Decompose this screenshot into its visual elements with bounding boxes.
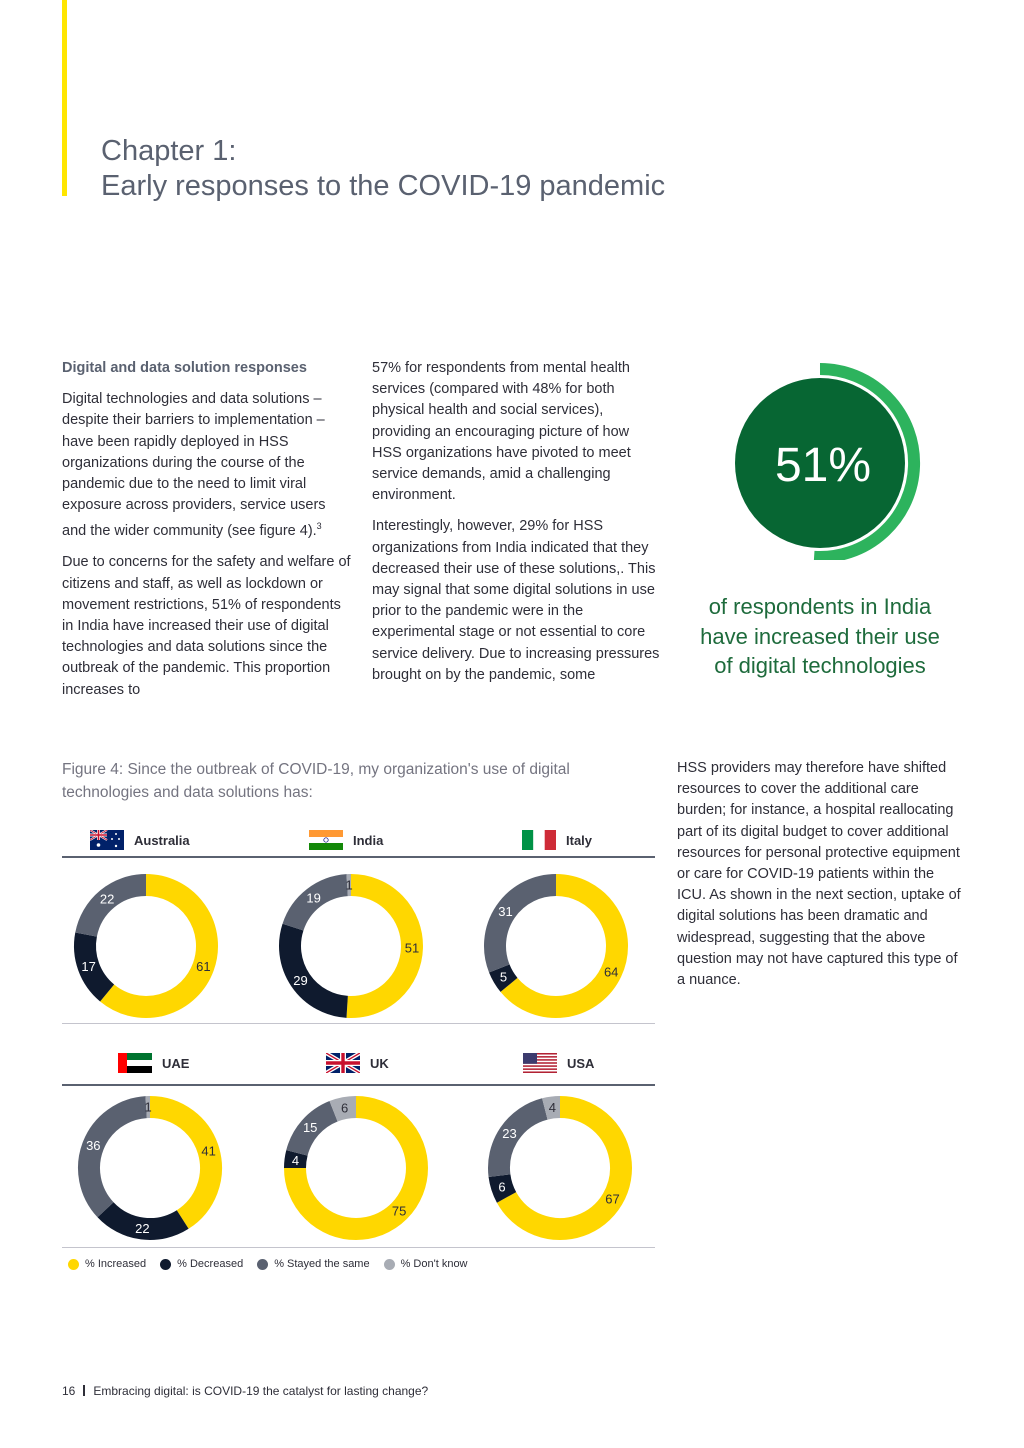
row-separator: [62, 1023, 655, 1024]
country-label: Italy: [566, 832, 593, 848]
donut-chart-italy: [476, 866, 636, 1026]
donut-chart-australia: [66, 866, 226, 1026]
segment-stayed-same: [499, 1109, 545, 1176]
legend-swatch: [384, 1259, 395, 1270]
data-label: 31: [498, 904, 513, 920]
segment-increased: [347, 885, 412, 1007]
data-label: 1: [345, 877, 353, 893]
data-label: 5: [499, 969, 508, 985]
legend-label: % Stayed the same: [274, 1258, 370, 1270]
footer-separator: [83, 1385, 85, 1396]
data-label: 23: [502, 1126, 517, 1142]
segment-stayed-same: [495, 885, 556, 968]
legend-label: % Decreased: [177, 1258, 244, 1270]
legend-item-increased: [68, 1258, 146, 1270]
stat-value: 51%: [774, 439, 872, 492]
donut-chart-usa: [480, 1088, 640, 1248]
chapter-name: Early responses to the COVID-19 pandemic: [101, 170, 666, 202]
segment-increased: [150, 1107, 211, 1220]
footnote-ref: 3: [316, 521, 322, 532]
legend-swatch: [257, 1259, 268, 1270]
usa-flag-icon: [523, 1053, 557, 1073]
footer-title: Embracing digital: is COVID-19 the catalyst for lasting change?: [93, 1384, 429, 1398]
segment-decreased: [290, 927, 347, 1007]
page-footer: [62, 1384, 428, 1398]
data-label: 22: [135, 1221, 150, 1236]
data-label: 22: [99, 891, 115, 907]
country-header-india: [309, 830, 383, 850]
body-column-1: [62, 358, 352, 711]
data-label: 15: [302, 1120, 318, 1136]
data-label: 41: [201, 1143, 216, 1159]
data-label: 17: [81, 959, 96, 975]
data-label: 1: [144, 1099, 152, 1115]
row-divider: [62, 856, 655, 858]
paragraph: [62, 389, 352, 542]
data-label: 64: [603, 964, 619, 980]
legend-label: % Increased: [85, 1258, 147, 1270]
data-label: 6: [340, 1100, 349, 1116]
country-header-uk: [326, 1053, 389, 1073]
legend-item-decreased: [160, 1258, 243, 1270]
data-label: 6: [498, 1179, 506, 1195]
country-header-usa: [523, 1053, 594, 1073]
paragraph: Due to concerns for the safety and welfare of citizens and staff, as well as lockdown or movement restrictions, 51% of respondents in India have increased their use of digital technologies and data solutions since the outbreak of the pandemic. This proportion increases to: [62, 554, 351, 698]
section-subheading: Digital and data solution responses: [62, 360, 307, 376]
segment-stayed-same: [89, 1107, 146, 1210]
data-label: 4: [548, 1100, 557, 1115]
country-label: USA: [567, 1055, 595, 1071]
data-label: 4: [291, 1152, 300, 1168]
donut-chart-uk: [276, 1088, 436, 1248]
country-header-uae: [118, 1053, 189, 1073]
legend-item-same: [257, 1258, 369, 1270]
chapter-accent-bar: [62, 0, 67, 196]
stat-ring: [722, 360, 922, 560]
paragraph: HSS providers may therefore have shifted resources to cover the additional care burden; for instance, a hospital reallocating part of its digital budget to cover additional resources for personal protective equipment or care for COVID-19 patients within the ICU. As shown in the next section, uptake of digital solutions has been dramatic and widespread, suggesting that the above question may not have captured this type of a nuance.: [677, 760, 961, 989]
segment-increased: [107, 885, 207, 1007]
body-column-3: [677, 758, 967, 1001]
body-column-2: [372, 358, 662, 696]
chart-legend: [68, 1258, 468, 1270]
italy-flag-icon: [522, 830, 556, 850]
australia-flag-icon: [90, 830, 124, 850]
country-label: India: [353, 832, 384, 848]
figure-caption: Figure 4: Since the outbreak of COVID-19, my organization's use of digital technologies and data solutions has:: [62, 761, 570, 801]
data-label: 19: [306, 890, 321, 906]
data-label: 36: [86, 1138, 101, 1153]
data-label: 61: [196, 959, 211, 975]
data-label: 67: [605, 1191, 620, 1207]
country-header-italy: [522, 830, 592, 850]
legend-label: % Don't know: [400, 1258, 468, 1270]
uae-flag-icon: [118, 1053, 152, 1073]
legend-swatch: [160, 1259, 171, 1270]
chapter-number: Chapter 1:: [101, 135, 237, 167]
donut-chart-uae: [70, 1088, 230, 1248]
country-label: UK: [370, 1055, 389, 1071]
country-label: UAE: [162, 1055, 190, 1071]
paragraph-text: Digital technologies and data solutions – despite their barriers to implementation – have been rapidly deployed in HSS organizations during the course of the pandemic due to the need to limit viral exposure across providers, service users and the wider community (see figure 4).: [62, 391, 326, 540]
country-header-australia: [90, 830, 190, 850]
legend-swatch: [68, 1259, 79, 1270]
india-flag-icon: [309, 830, 343, 850]
donut-chart-india: [271, 866, 431, 1026]
paragraph: 57% for respondents from mental health services (compared with 48% for both physical health and social services), providing an encouraging picture of how HSS organizations have pivoted to meet service demands, amid a challenging environment.: [372, 360, 631, 504]
page-number: 16: [62, 1384, 76, 1398]
stat-description: of respondents in India have increased their use of digital technologies: [700, 594, 940, 678]
segment-stayed-same: [86, 885, 146, 935]
uk-flag-icon: [326, 1053, 360, 1073]
data-label: 29: [293, 972, 308, 988]
row-divider: [62, 1084, 655, 1086]
data-label: 51: [404, 940, 420, 956]
country-label: Australia: [134, 832, 190, 848]
chapter-title: [101, 134, 665, 204]
paragraph: Interestingly, however, 29% for HSS organizations from India indicated that they decreased their use of these solutions,. This may signal that some digital solutions in use prior to the pandemic were in the experimental stage or not essential to core service delivery. Due to increasing pressures brought on by the pandemic, some: [372, 518, 660, 683]
data-label: 75: [391, 1203, 407, 1219]
row-separator: [62, 1247, 655, 1248]
legend-item-dontknow: [384, 1258, 468, 1270]
